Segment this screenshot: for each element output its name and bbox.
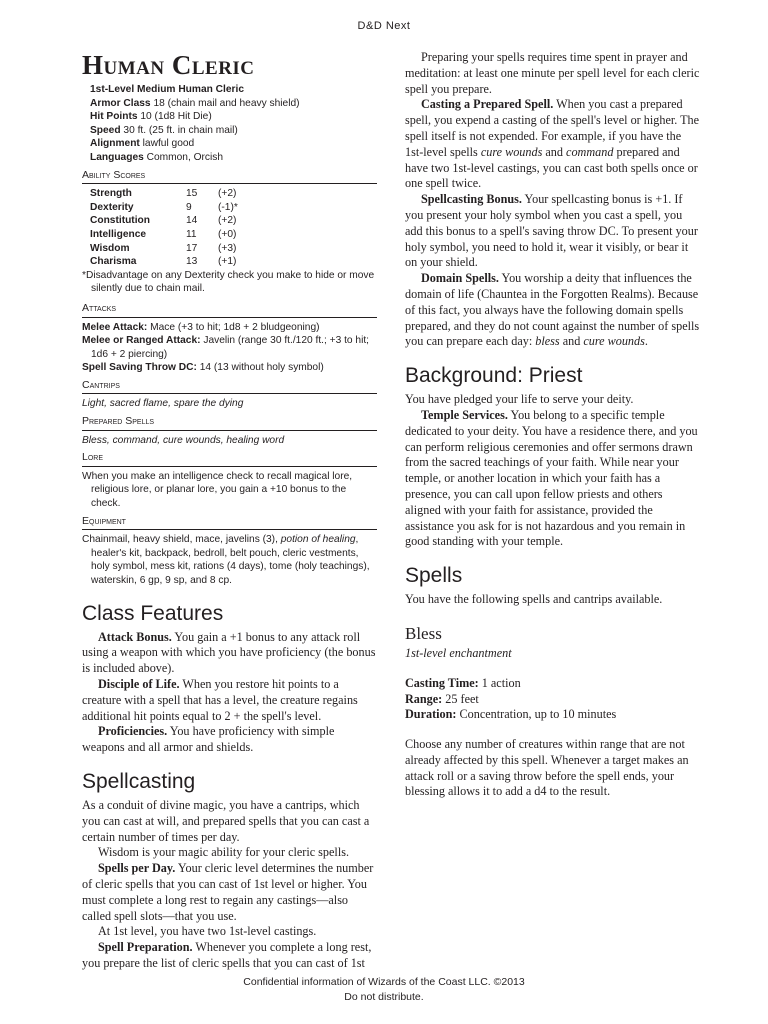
running-header: D&D Next	[357, 20, 411, 32]
prepared-spells-list: Bless, command, cure wounds, healing word	[82, 434, 285, 446]
character-title: Human Cleric	[82, 50, 255, 80]
spells-intro: You have the following spells and cantrips available.	[405, 592, 663, 607]
ability-scores-table	[90, 187, 238, 269]
wisdom-paragraph: Wisdom is your magic ability for your cleric spells.	[98, 845, 349, 860]
proficiencies-paragraph: Proficiencies. You have proficiency with simple weapons and all armor and shields.	[82, 724, 335, 755]
dexterity-note: *Disadvantage on any Dexterity check you make to hide or move silently due to chain mail.	[82, 269, 375, 295]
alignment-line: Alignment lawful good	[90, 138, 195, 150]
ranged-attack-line: Melee or Ranged Attack: Javelin (range 30 ft./120 ft.; +3 to hit; 1d6 + 2 piercing)	[82, 335, 370, 360]
spell-dc-line: Spell Saving Throw DC: 14 (13 without holy symbol)	[82, 362, 324, 374]
attacks-heading: Attacks	[82, 302, 377, 318]
hit-points-line: Hit Points 10 (1d8 Hit Die)	[90, 111, 212, 123]
equipment-text: Chainmail, heavy shield, mace, javelins (3), potion of healing, healer's kit, backpack, bedroll, belt pouch, cleric vestments, holy symbol, mess kit, rations (4 days), tome (holy teachings), waterskin, 6 gp, 9 sp, and 8 cp.	[82, 534, 370, 586]
bless-casting-time: Casting Time: 1 action	[405, 675, 521, 690]
ability-row: Charisma 13 (+1)	[90, 256, 237, 268]
domain-spells-paragraph: Domain Spells. You worship a deity that influences the domain of life (Chauntea in the Forgotten Realms). Because of this fact, you always have the following domain spells prepared, and they do not count against the number of spells you can prepare each day: bless and cure wounds.	[405, 271, 700, 349]
casting-prepared-spell-paragraph: Casting a Prepared Spell. When you cast a prepared spell, you expend a casting of the spell's level or higher. The spell itself is not expended. For example, if you have the 1st-level spells cure wounds and command prepared and have two 1st-level castings, you can cast both spells once or one spell twice.	[405, 97, 700, 191]
ability-row: Strength 15 (+2)	[90, 188, 237, 200]
melee-attack-line: Melee Attack: Mace (+3 to hit; 1d8 + 2 bludgeoning)	[82, 321, 320, 333]
ability-row: Intelligence 11 (+0)	[90, 228, 237, 240]
bless-school: 1st-level enchantment	[405, 645, 512, 660]
spellcasting-bonus-paragraph: Spellcasting Bonus. Your spellcasting bonus is +1. If you present your holy symbol when you cast a spell, you add this bonus to a spell's saving throw DC. To present your holy symbol, you need to hold it, wear it visibly, or bear it on your shield.	[405, 192, 698, 270]
background-heading: Background: Priest	[405, 364, 583, 388]
page-footer	[0, 975, 768, 1005]
right-column	[405, 50, 700, 800]
ability-row: Wisdom 17 (+3)	[90, 242, 237, 254]
temple-services-paragraph: Temple Services. You belong to a specific temple dedicated to your deity. You have a residence there, and you can perform religious ceremonies and offer sermons drawn from the sacred teachings of your faith. While near your temple, or another location in which your faith has a presence, you can call upon fellow priests and others aligned with your faith for assistance, provided the assistance you ask for is not hazardous and you remain in good standing with your temple.	[405, 407, 698, 549]
left-column	[82, 48, 377, 972]
cantrips-heading: Cantrips	[82, 379, 377, 395]
bless-duration: Duration: Concentration, up to 10 minutes	[405, 707, 617, 722]
prepared-spells-heading: Prepared Spells	[82, 415, 377, 431]
character-type: 1st-Level Medium Human Cleric	[90, 84, 244, 95]
armor-class-line: Armor Class 18 (chain mail and heavy shield)	[90, 97, 300, 109]
class-features-heading: Class Features	[82, 601, 224, 625]
disciple-of-life-paragraph: Disciple of Life. When you restore hit points to a creature with a spell that has a level, the creature regains additional hit points equal to 2 + the spell's level.	[82, 676, 358, 723]
stat-block	[82, 83, 377, 588]
spellcasting-body-right	[405, 50, 700, 350]
ability-row: Constitution 14 (+2)	[90, 215, 237, 227]
spellcasting-body-left	[82, 798, 377, 972]
background-intro: You have pledged your life to serve your deity.	[405, 392, 634, 407]
spells-per-day-paragraph: Spells per Day. Your cleric level determines the number of cleric spells that you can cast of 1st level or higher. You must complete a long rest to regain any castings—also called spell slots—that you use.	[82, 861, 374, 923]
languages-line: Languages Common, Orcish	[90, 151, 224, 163]
cantrips-list: Light, sacred flame, spare the dying	[82, 398, 244, 410]
spells-heading: Spells	[405, 564, 463, 588]
spell-preparation-paragraph: Spell Preparation. Whenever you complete a long rest, you prepare the list of cleric spells that you can cast of 1st	[82, 940, 372, 970]
preparing-spells-paragraph: Preparing your spells requires time spent in prayer and meditation: at least one minute per spell level for each cleric spell you prepare.	[405, 50, 700, 96]
ability-scores-heading: Ability Scores	[82, 169, 377, 185]
bless-description: Choose any number of creatures within range that are not already affected by this spell. Whenever a target makes an attack roll or a saving throw before the spell ends, your blessing allows it to add a d4 to the result.	[405, 737, 689, 799]
spellcasting-intro: As a conduit of divine magic, you have a cantrips, which you can cast at will, and prepared spells that you can cast a certain number of times per day.	[82, 797, 370, 844]
ability-row: Dexterity 9 (-1)*	[90, 201, 238, 213]
confidentiality-notice: Confidential information of Wizards of the Coast LLC. ©2013	[243, 976, 525, 988]
speed-line: Speed 30 ft. (25 ft. in chain mail)	[90, 124, 238, 136]
lore-heading: Lore	[82, 451, 377, 467]
bless-spell-name: Bless	[405, 623, 442, 643]
background-body	[405, 392, 700, 550]
bless-range: Range: 25 feet	[405, 691, 479, 706]
attack-bonus-paragraph: Attack Bonus. You gain a +1 bonus to any attack roll using a weapon with which you have proficiency (the bonus is included above).	[82, 629, 376, 676]
distribution-notice: Do not distribute.	[344, 991, 424, 1003]
castings-paragraph: At 1st level, you have two 1st-level castings.	[98, 924, 317, 939]
spellcasting-heading: Spellcasting	[82, 769, 196, 793]
lore-text: When you make an intelligence check to recall magical lore, religious lore, or planar lore, you gain a +10 bonus to the check.	[82, 470, 353, 510]
bless-spell-block	[405, 646, 700, 800]
equipment-heading: Equipment	[82, 515, 377, 531]
class-features-body	[82, 630, 377, 756]
